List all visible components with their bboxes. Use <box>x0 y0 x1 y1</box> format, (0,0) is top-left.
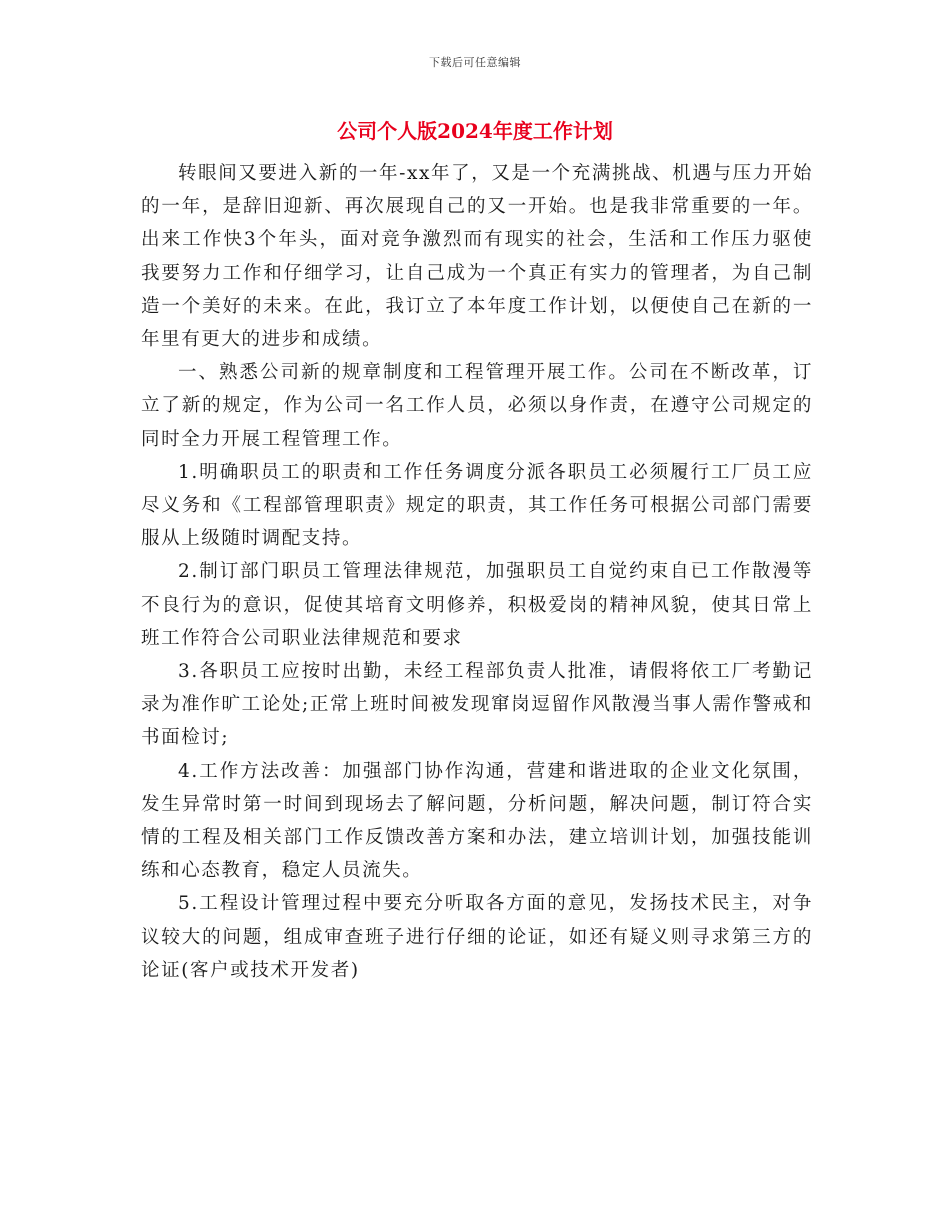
document-title: 公司个人版2024年度工作计划 <box>337 119 613 143</box>
paragraph-section-1: 一、熟悉公司新的规章制度和工程管理开展工作。公司在不断改革，订立了新的规定，作为公司一名工作人员，必须以身作责，在遵守公司规定的同时全力开展工程管理工作。 <box>141 362 813 450</box>
document-body <box>141 157 813 987</box>
paragraph-item-2: 2.制订部门职员工管理法律规范，加强职员工自觉约束自已工作散漫等不良行为的意识，促使其培育文明修养，积极爱岗的精神风貌，使其日常上班工作符合公司职业法律规范和要求 <box>141 561 813 649</box>
paragraph-item-3: 3.各职员工应按时出勤，未经工程部负责人批准，请假将依工厂考勤记录为准作旷工论处;正常上班时间被发现窜岗逗留作风散漫当事人需作警戒和书面检讨; <box>141 661 813 749</box>
paragraph-intro: 转眼间又要进入新的一年-xx年了，又是一个充满挑战、机遇与压力开始的一年，是辞旧迎新、再次展现自己的又一开始。也是我非常重要的一年。出来工作快3个年头，面对竞争激烈而有现实的社会，生活和工作压力驱使我要努力工作和仔细学习，让自己成为一个真正有实力的管理者，为自己制造一个美好的未来。在此，我订立了本年度工作计划，以便使自己在新的一年里有更大的进步和成绩。 <box>141 163 813 351</box>
paragraph-item-5: 5.工程设计管理过程中要充分听取各方面的意见，发扬技术民主，对争议较大的问题，组成审查班子进行仔细的论证，如还有疑义则寻求第三方的论证(客户或技术开发者) <box>141 893 813 981</box>
paragraph-item-1: 1.明确职员工的职责和工作任务调度分派各职员工必须履行工厂员工应尽义务和《工程部管理职责》规定的职责，其工作任务可根据公司部门需要服从上级随时调配支持。 <box>141 461 813 550</box>
header-note: 下载后可任意编辑 <box>429 56 521 69</box>
paragraph-item-4: 4.工作方法改善：加强部门协作沟通，营建和谐进取的企业文化氛围，发生异常时第一时间到现场去了解问题，分析问题，解决问题，制订符合实情的工程及相关部门工作反馈改善方案和办法，建立培训计划，加强技能训练和心态教育，稳定人员流失。 <box>141 760 813 882</box>
